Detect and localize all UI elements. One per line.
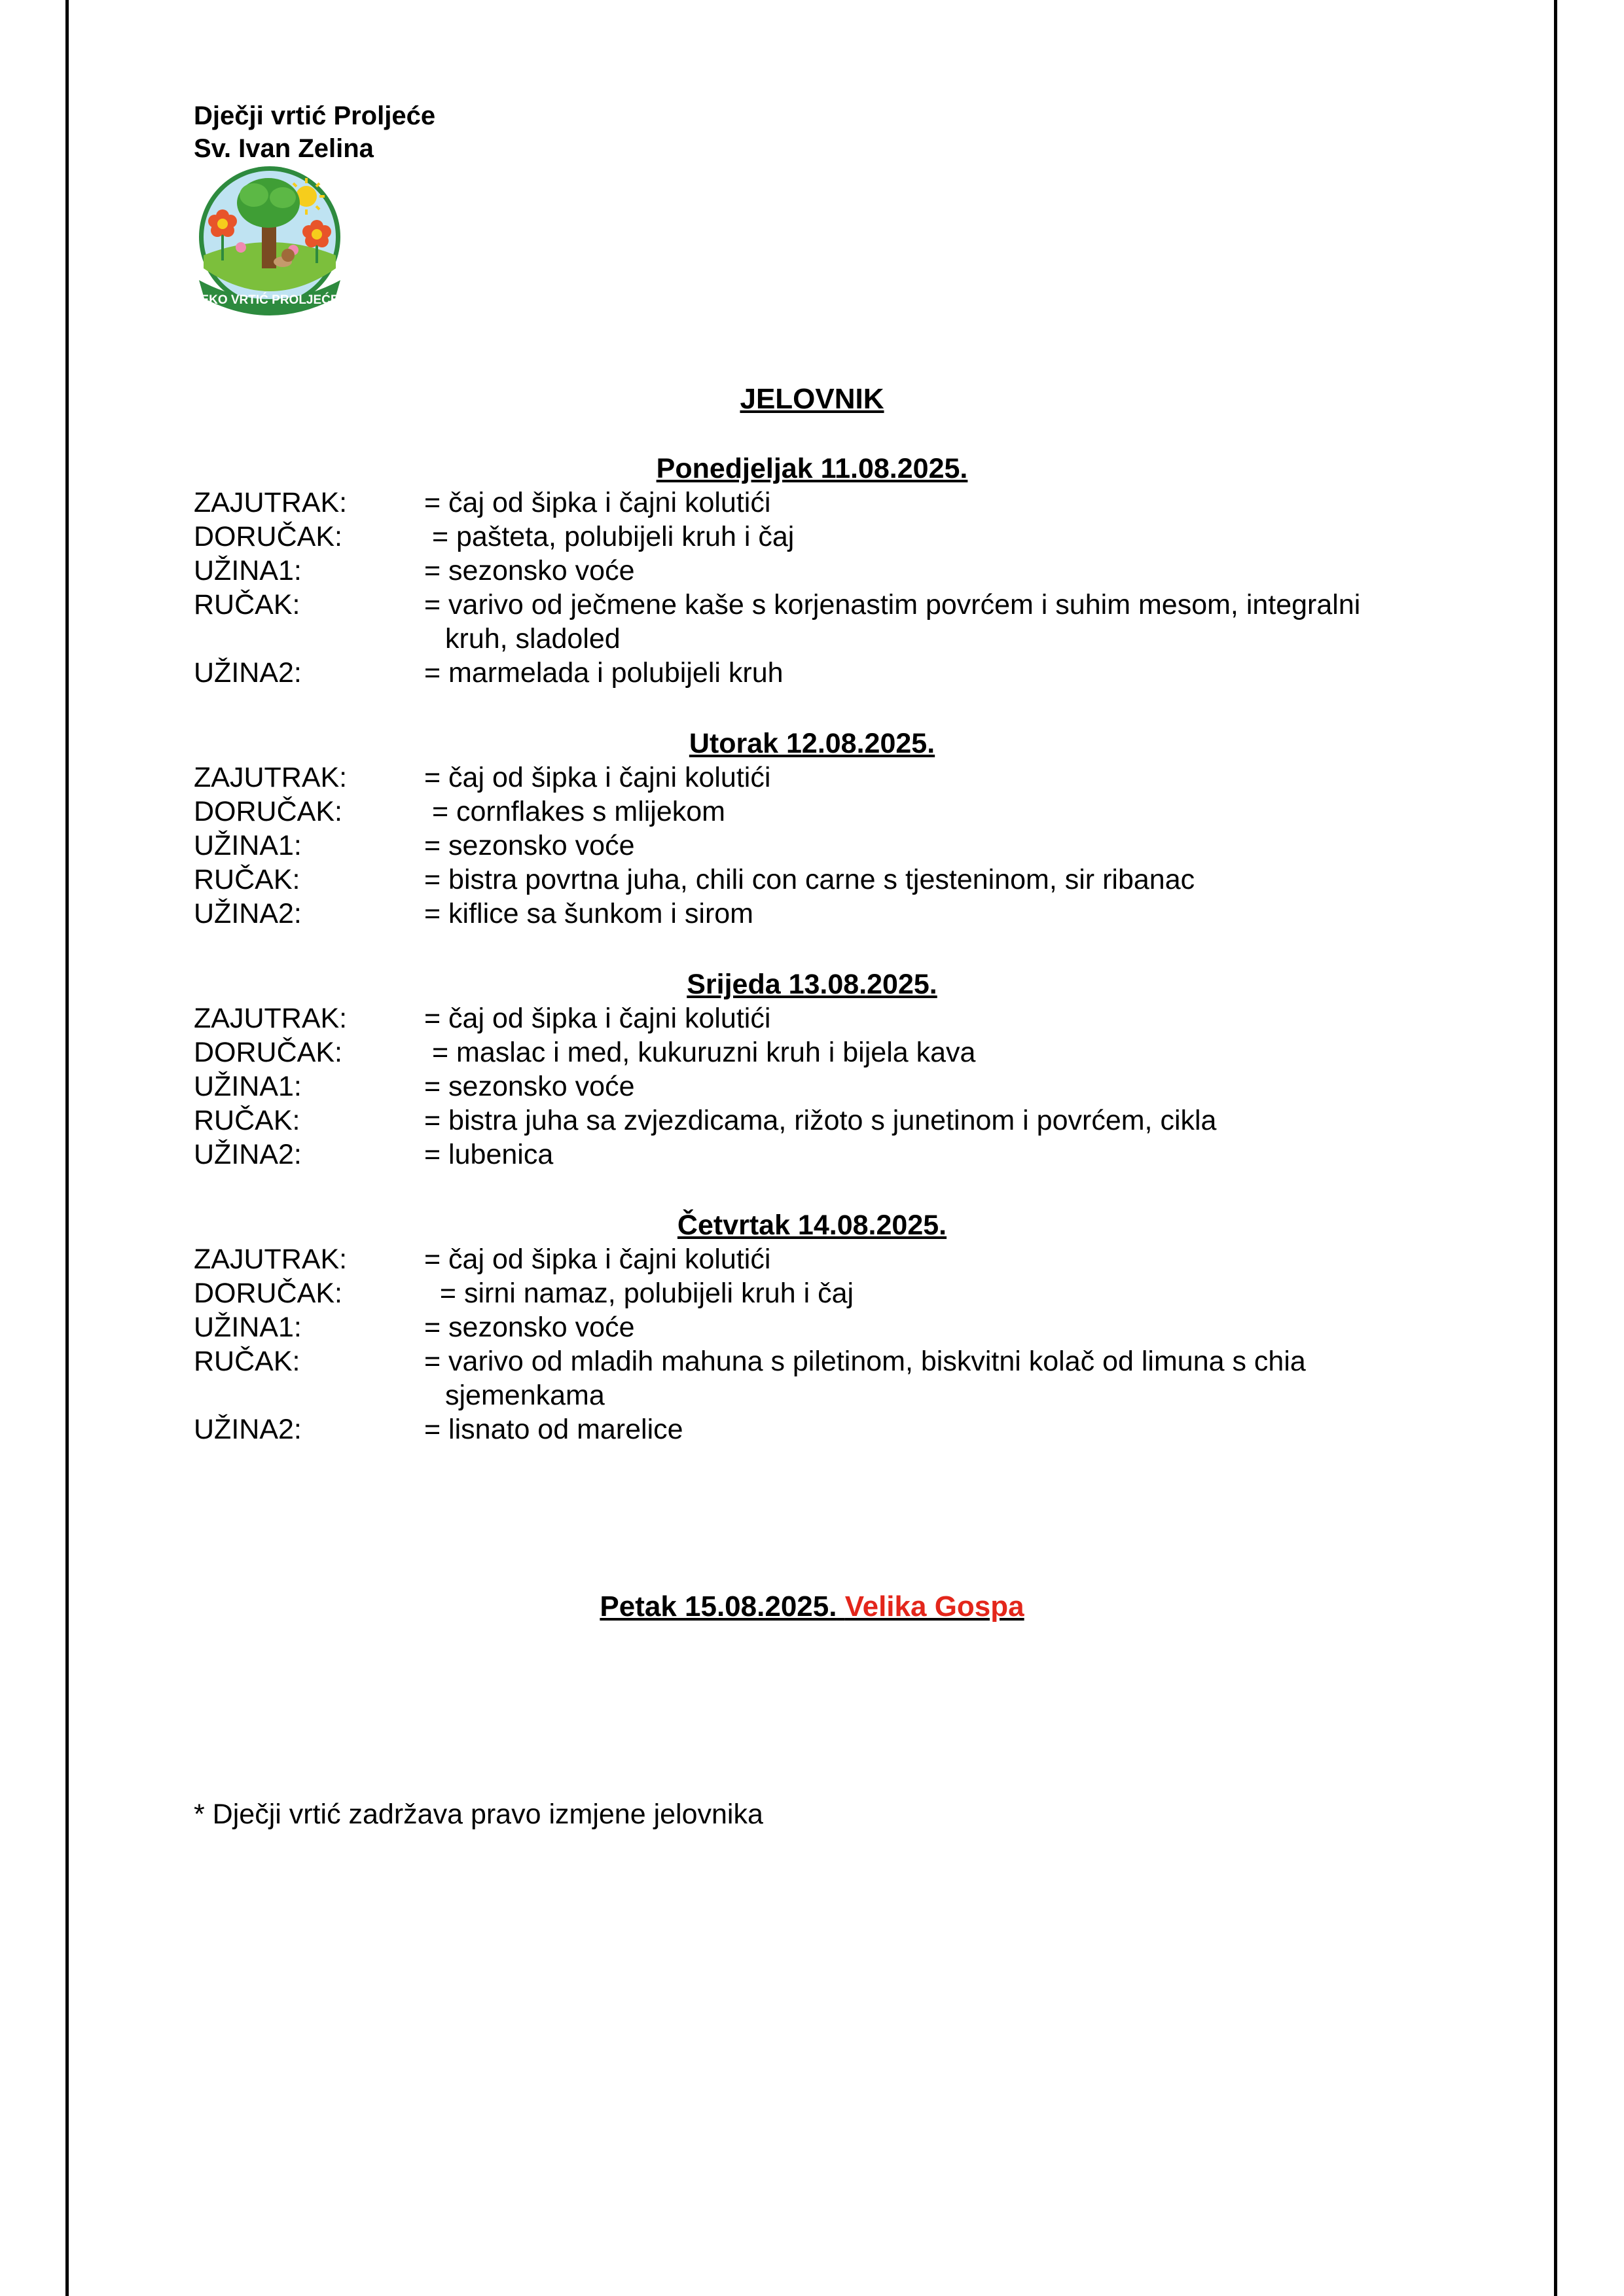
meal-row [0,863,1624,897]
meal-label: RUČAK: [194,1105,300,1136]
logo-text: EKO VRTIĆ PROLJEĆE [200,293,339,307]
meal-label: UŽINA1: [194,1312,302,1343]
meal-value: = čaj od šipka i čajni kolutići [424,1003,771,1034]
meal-label: UŽINA2: [194,898,302,929]
meal-value: = sezonsko voće [424,1312,635,1343]
meal-label: UŽINA1: [194,830,302,861]
meal-row [0,588,1624,656]
meal-value: = bistra juha sa zvjezdicama, rižoto s junetinom i povrćem, cikla [424,1105,1217,1136]
meal-row [0,1001,1624,1035]
meal-row [0,1412,1624,1446]
meal-value: = lubenica [424,1139,554,1170]
day-block-wednesday [0,967,1624,1172]
meal-label: UŽINA1: [194,1071,302,1102]
meal-value: = bistra povrtna juha, chili con carne s tjesteninom, sir ribanac [424,864,1195,895]
day-block-thursday [0,1208,1624,1446]
meal-label: RUČAK: [194,864,300,895]
day-heading: Četvrtak 14.08.2025. [677,1210,947,1241]
meal-value: = sezonsko voće [424,555,635,586]
org-header [194,99,435,165]
meal-label: UŽINA1: [194,555,302,586]
meal-value: = kiflice sa šunkom i sirom [424,898,754,929]
meal-label: DORUČAK: [194,1037,342,1068]
meal-label: DORUČAK: [194,521,342,552]
meal-label: ZAJUTRAK: [194,487,348,518]
day-block-tuesday [0,726,1624,931]
page-title: JELOVNIK [740,383,884,415]
meal-row [0,1103,1624,1138]
meal-label: UŽINA2: [194,1414,302,1445]
holiday-name: Velika Gospa [844,1590,1024,1623]
holiday-line [0,1590,1624,1623]
meal-row [0,829,1624,863]
meal-label: DORUČAK: [194,796,342,827]
meal-value: = varivo od mladih mahuna s piletinom, biskvitni kolač od limuna s chia [424,1346,1306,1377]
meal-value-continuation: sjemenkama [445,1380,605,1411]
meal-value: = maslac i med, kukuruzni kruh i bijela kava [424,1037,976,1068]
day-heading: Srijeda 13.08.2025. [687,969,937,1000]
meal-row [0,1344,1624,1412]
meal-value-wrap [424,588,1360,656]
day-block-monday [0,452,1624,690]
meal-value-wrap [424,1344,1306,1412]
meal-label: ZAJUTRAK: [194,1244,348,1275]
meal-value: = pašteta, polubijeli kruh i čaj [424,521,795,552]
meal-row [0,1035,1624,1069]
meal-value: = čaj od šipka i čajni kolutići [424,762,771,793]
meal-label: UŽINA2: [194,657,302,689]
meal-label: ZAJUTRAK: [194,1003,348,1034]
meal-label: DORUČAK: [194,1278,342,1309]
meal-value-continuation: kruh, sladoled [445,623,621,655]
meal-row [0,897,1624,931]
meal-value: = sirni namaz, polubijeli kruh i čaj [424,1278,854,1309]
day-heading: Utorak 12.08.2025. [689,728,935,759]
meal-value: = sezonsko voće [424,830,635,861]
org-name: Dječji vrtić Proljeće [194,101,436,130]
meal-row [0,1310,1624,1344]
meal-row [0,761,1624,795]
meal-row [0,1069,1624,1103]
meal-row [0,554,1624,588]
meal-row [0,520,1624,554]
meal-row [0,1138,1624,1172]
meal-row [0,795,1624,829]
org-place: Sv. Ivan Zelina [194,134,374,163]
meal-value: = marmelada i polubijeli kruh [424,657,784,689]
holiday-date: Petak 15.08.2025. [600,1590,837,1623]
kindergarten-logo [191,164,348,321]
meal-label: ZAJUTRAK: [194,762,348,793]
meal-label: RUČAK: [194,1346,300,1377]
meal-row [0,1276,1624,1310]
meal-value: = varivo od ječmene kaše s korjenastim povrćem i suhim mesom, integralni [424,589,1361,620]
meal-value: = sezonsko voće [424,1071,635,1102]
meal-label: UŽINA2: [194,1139,302,1170]
meal-row [0,1242,1624,1276]
meal-value: = čaj od šipka i čajni kolutići [424,1244,771,1275]
meal-row [0,656,1624,690]
day-heading: Ponedjeljak 11.08.2025. [656,453,968,484]
footnote: * Dječji vrtić zadržava pravo izmjene jelovnika [194,1799,763,1830]
meal-value: = čaj od šipka i čajni kolutići [424,487,771,518]
meal-row [0,486,1624,520]
meal-value: = lisnato od marelice [424,1414,683,1445]
meal-value: = cornflakes s mlijekom [424,796,726,827]
meal-label: RUČAK: [194,589,300,620]
